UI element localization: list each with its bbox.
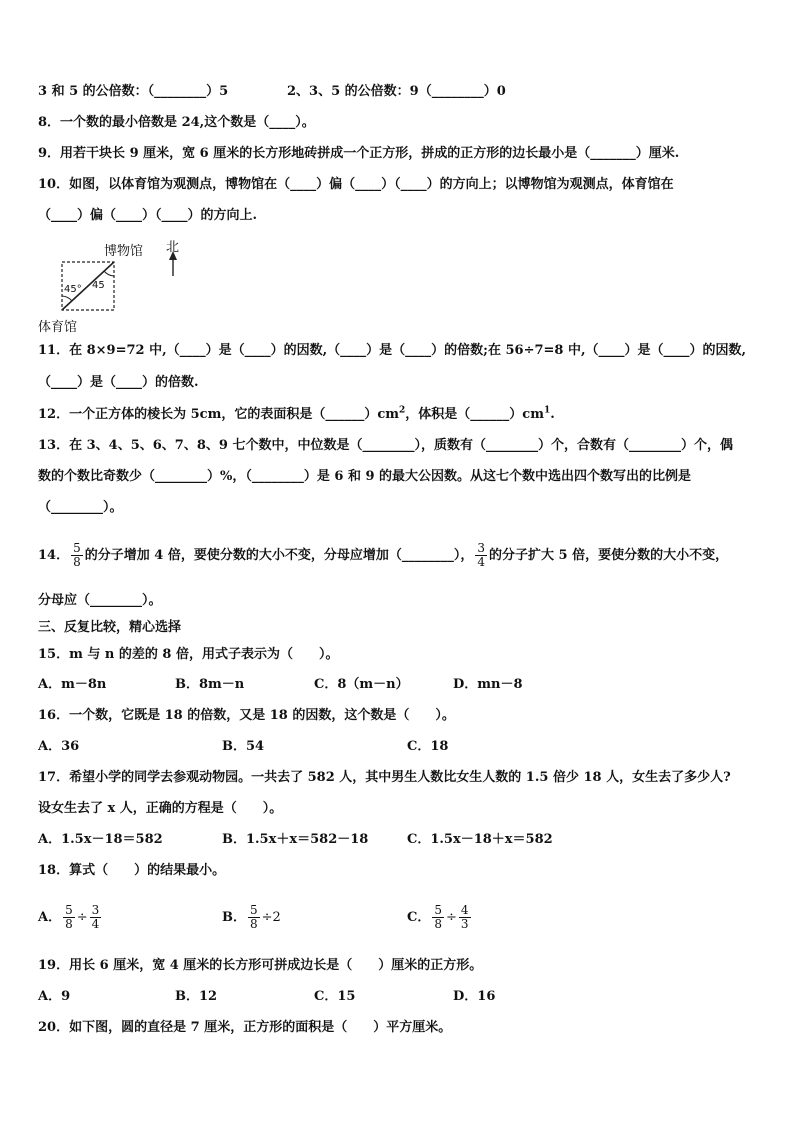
fraction-5-8 [71,542,83,569]
question-17-line1: 17．希望小学的同学去参观动物园。一共去了 582 人，其中男生人数比女生人数的 1.5 倍少 18 人，女生去了多少人? [38,770,731,785]
question-12 [38,407,555,423]
denominator: 8 [73,555,81,569]
q18-option-a[interactable] [38,898,103,938]
q15-option-b[interactable]: B．8m－n [175,677,245,692]
question-12-volume: ，体积是（______）cm [405,407,544,422]
numerator: 5 [434,903,442,917]
gym-label: 体育馆 [38,320,78,335]
question-14-end: 的分子扩大 5 倍，要使分数的大小不变， [488,548,729,563]
question-12-sup-1: 1 [543,405,551,416]
fraction-3-4 [90,904,102,931]
question-8: 8．一个数的最小倍数是 24,这个数是（____）。 [38,115,315,130]
q17-option-c[interactable]: C．1.5x－18＋x＝582 [407,832,553,847]
angle-arc-gym [62,296,72,301]
question-13-line3: （________）。 [38,500,123,515]
question-20: 20．如下图，圆的直径是 7 厘米，正方形的面积是（ ）平方厘米。 [38,1020,452,1035]
common-multiple-3-5: 3 和 5 的公倍数：（________）5 [38,84,229,99]
north-label: 北 [166,240,180,255]
denominator: 3 [460,917,469,931]
question-12-surface: 12．一个正方体的棱长为 5cm，它的表面积是（______）cm [38,407,400,422]
question-10-line1: 10．如图，以体育馆为观测点，博物馆在（____）偏（____）（____）的方向上；以博物馆为观测点，体育馆在 [38,177,674,192]
option-label: C． [407,910,431,925]
denominator: 8 [434,917,442,931]
numerator: 5 [250,903,258,917]
question-12-sup-2: 2 [399,405,406,416]
question-14-number: 14． [38,548,70,563]
fraction-3-4 [475,542,487,569]
q19-option-d[interactable]: D．16 [453,989,496,1004]
question-10-line2: （____）偏（____）（____）的方向上. [38,208,258,223]
q16-option-c[interactable]: C．18 [407,739,449,754]
question-9: 9．用若干块长 9 厘米，宽 6 厘米的长方形地砖拼成一个正方形，拼成的正方形的边长最小是（_______）厘米. [38,146,680,161]
section-3-heading: 三、反复比较，精心选择 [38,620,182,635]
question-11-line2: （____）是（____）的倍数. [38,375,199,390]
fraction-4-3 [459,904,471,931]
option-label: A． [38,910,62,925]
angle-label-museum: 45 [92,280,105,291]
common-multiple-2-3-5: 2、3、5 的公倍数：9（________）0 [287,84,506,99]
fraction-5-8 [432,904,444,931]
direction-figure [34,236,194,336]
q18-option-b[interactable] [222,898,281,938]
q15-option-a[interactable]: A．m－8n [38,677,107,692]
question-14-mid: 的分子增加 4 倍，要使分数的大小不变，分母应增加（________）， [84,548,474,563]
denominator: 4 [477,555,485,569]
numerator: 3 [91,903,100,917]
question-13-line2: 数的个数比奇数少（________）%，（________）是 6 和 9 的最大公因数。从这七个数中选出四个数写出的比例是 [38,469,692,484]
q17-option-a[interactable]: A．1.5x－18＝582 [38,832,163,847]
angle-label-gym: 45° [64,284,82,295]
question-19: 19．用长 6 厘米，宽 4 厘米的长方形可拼成边长是（ ）厘米的正方形。 [38,958,483,973]
divide-sign: ÷ [76,910,88,925]
question-14-line1 [38,536,728,576]
question-11-line1: 11．在 8×9=72 中,（____）是（____）的因数,（____）是（____）的倍数;在 56÷7=8 中,（____）是（____）的因数, [38,343,747,358]
question-16: 16．一个数，它既是 18 的倍数，又是 18 的因数，这个数是（ ）。 [38,708,455,723]
numerator: 5 [73,541,81,555]
question-14-line2: 分母应（________）。 [38,593,162,608]
question-15: 15．m 与 n 的差的 8 倍，用式子表示为（ ）。 [38,647,339,662]
question-18: 18．算式（ ）的结果最小。 [38,863,226,878]
museum-label: 博物馆 [104,244,144,259]
divide-by-2: ÷2 [261,910,281,925]
q16-option-a[interactable]: A．36 [38,739,80,754]
denominator: 8 [250,917,258,931]
q16-option-b[interactable]: B．54 [222,739,265,754]
option-label: B． [222,910,246,925]
numerator: 5 [65,903,73,917]
denominator: 8 [65,917,73,931]
q17-option-b[interactable]: B．1.5x＋x＝582－18 [222,832,369,847]
q19-option-c[interactable]: C．15 [314,989,356,1004]
divide-sign: ÷ [446,910,457,925]
q19-option-b[interactable]: B．12 [175,989,218,1004]
q15-option-d[interactable]: D．mn－8 [453,677,523,692]
question-12-end: . [550,407,555,422]
q18-option-c[interactable] [407,898,473,938]
question-13-line1: 13．在 3、4、5、6、7、8、9 七个数中，中位数是（________），质数有（________）个，合数有（________）个，偶 [38,438,733,453]
question-17-line2: 设女生去了 x 人，正确的方程是（ ）。 [38,801,283,816]
fraction-5-8 [248,904,260,931]
angle-arc-museum [104,271,114,276]
q19-option-a[interactable]: A．9 [38,989,71,1004]
fraction-5-8 [63,904,75,931]
q15-option-c[interactable]: C．8（m－n） [314,677,409,692]
denominator: 4 [91,917,100,931]
numerator: 4 [460,903,469,917]
numerator: 3 [477,541,485,555]
